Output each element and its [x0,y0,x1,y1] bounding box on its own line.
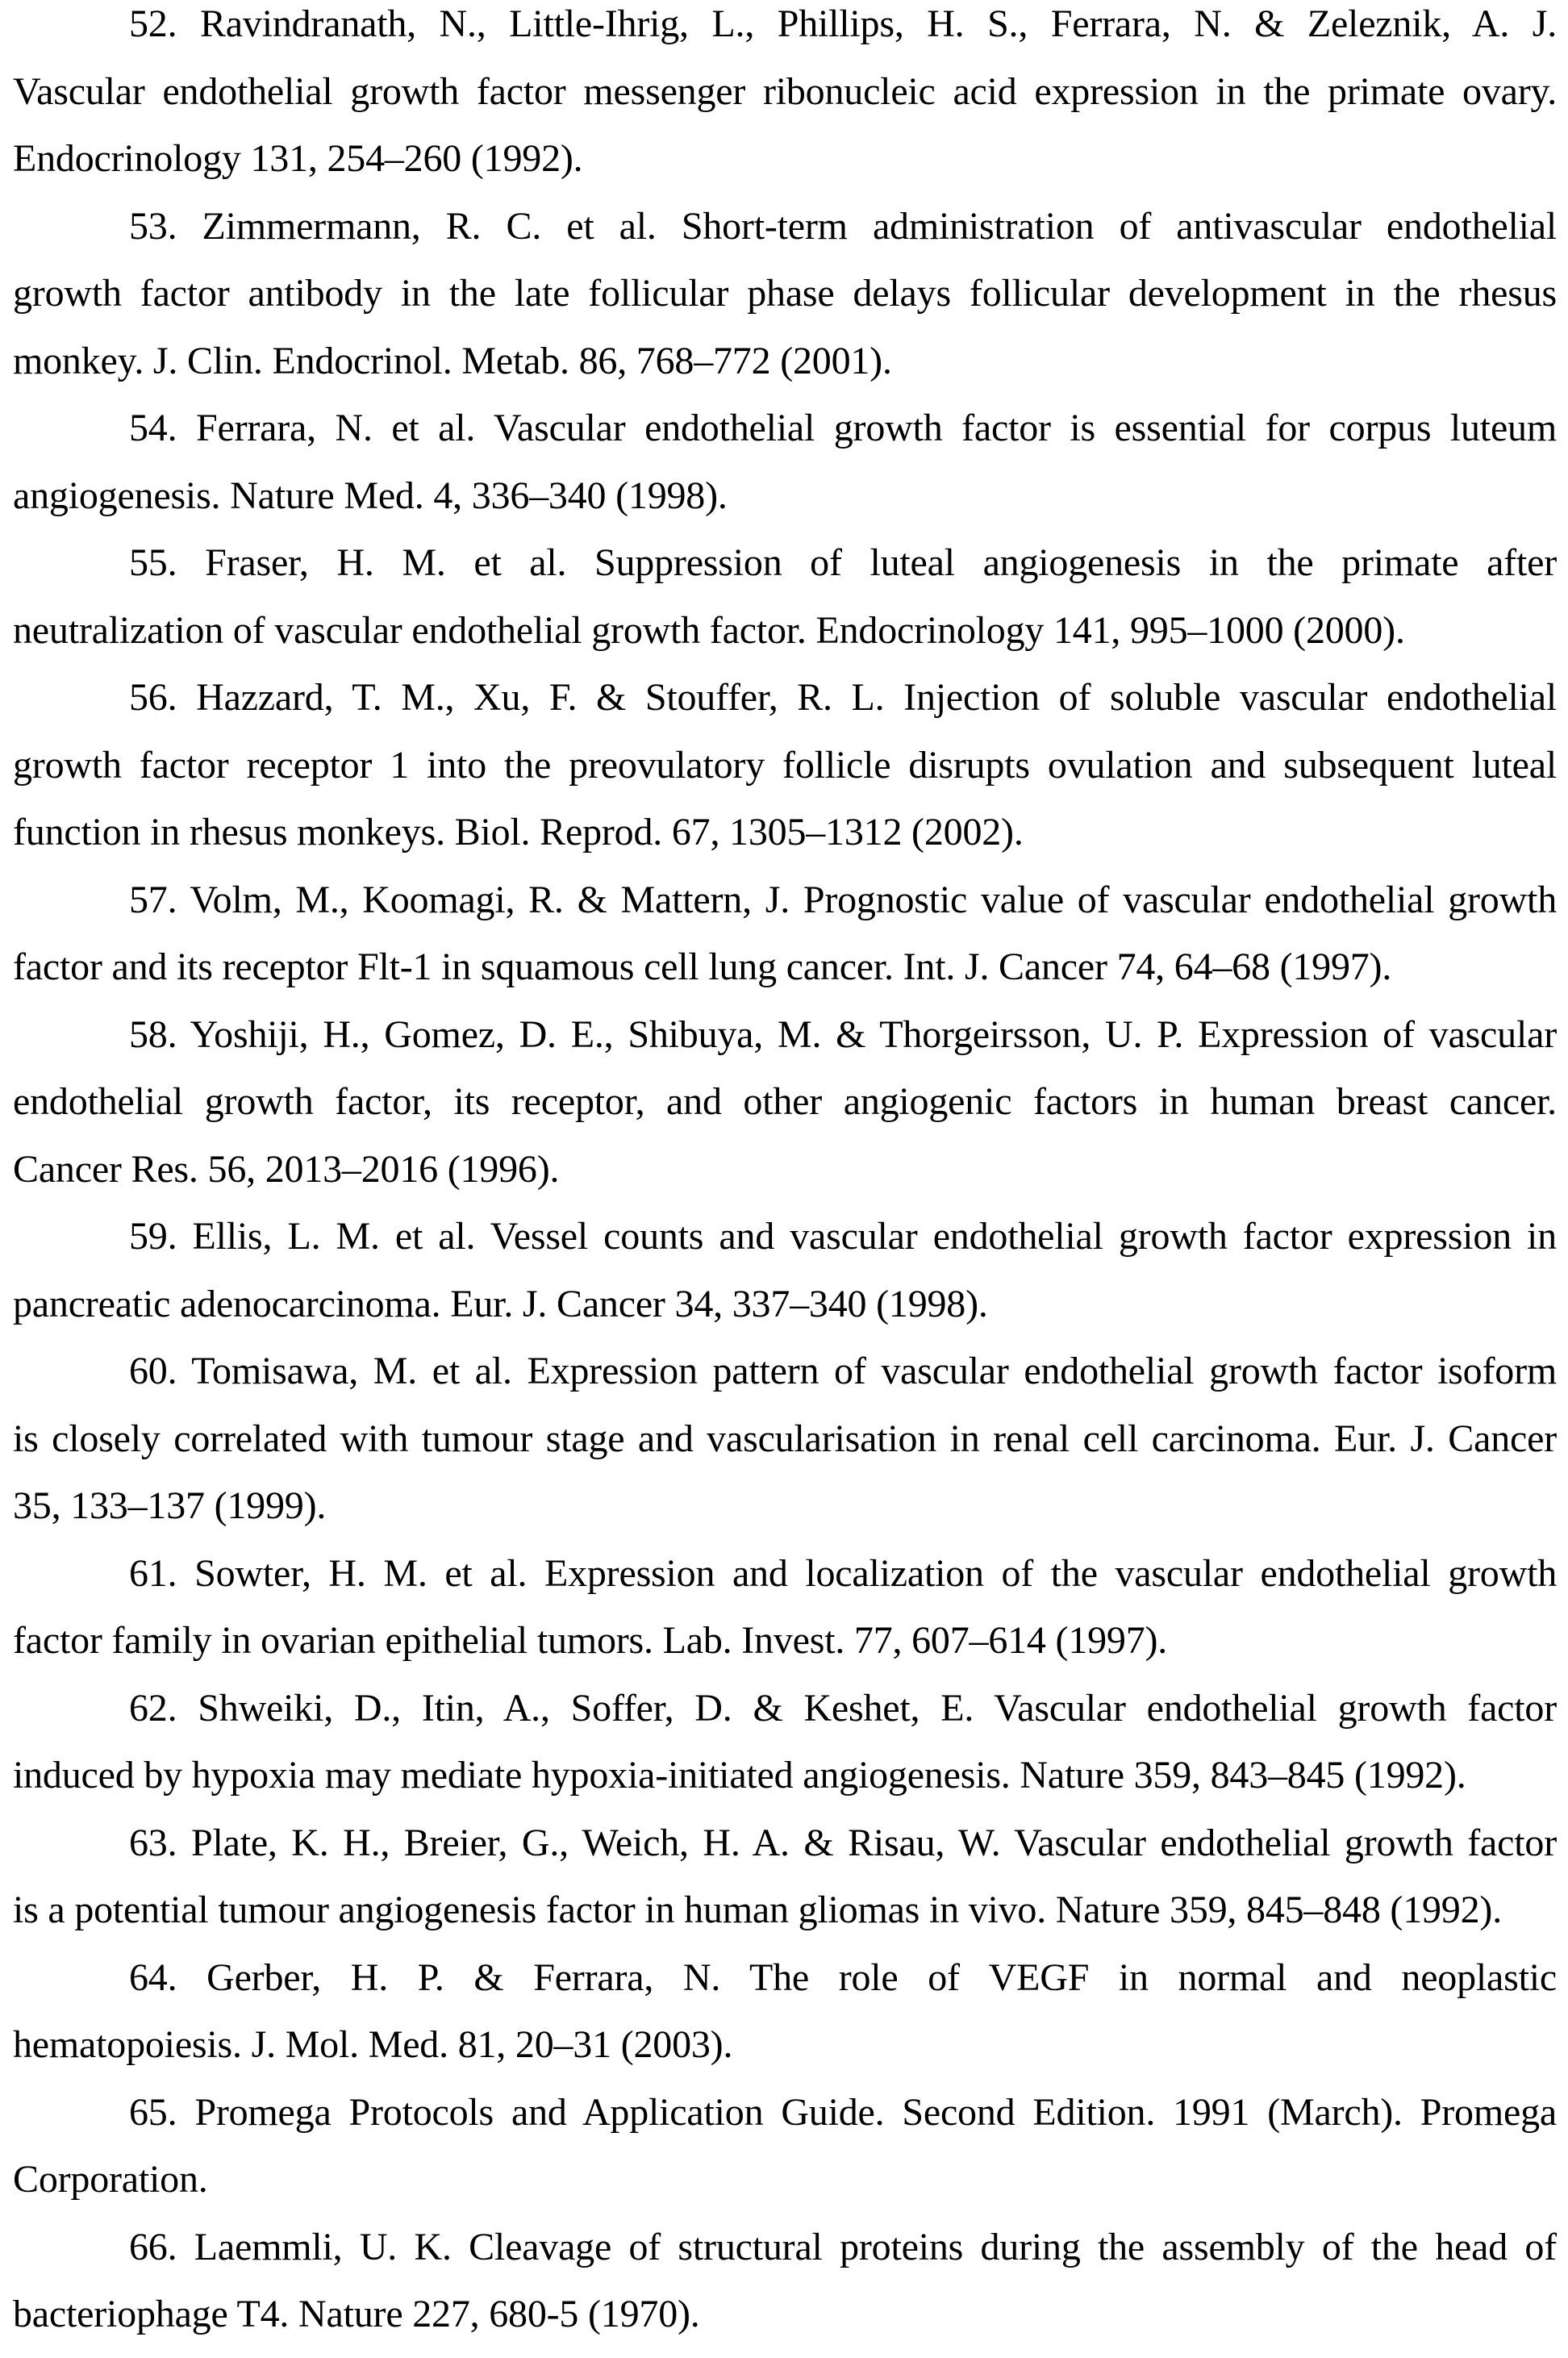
reference-64-line-1: 64. Gerber, H. P. & Ferrara, N. The role of VEGF in normal and neoplastic [129,1955,1557,1999]
reference-65-line-2: Corporation. [13,2158,208,2201]
reference-56-line-1: 56. Hazzard, T. M., Xu, F. & Stouffer, R. L. Injection of soluble vascular endothelial [129,676,1557,719]
reference-65-line-1: 65. Promega Protocols and Application Guide. Second Edition. 1991 (March). Promega [129,2090,1557,2134]
reference-60 [13,1338,1557,1540]
reference-58-line-3: Cancer Res. 56, 2013–2016 (1996). [13,1147,560,1191]
reference-54-line-1: 54. Ferrara, N. et al. Vascular endothelial growth factor is essential for corpus luteum [129,407,1557,449]
reference-59-line-1: 59. Ellis, L. M. et al. Vessel counts and vascular endothelial growth factor expression in [129,1215,1557,1258]
reference-59 [13,1203,1557,1338]
reference-57 [13,866,1557,1001]
reference-55-line-2: neutralization of vascular endothelial growth factor. Endocrinology 141, 995–1000 (2000). [13,608,1405,652]
reference-52-line-1: 52. Ravindranath, N., Little-Ihrig, L., Phillips, H. S., Ferrara, N. & Zeleznik, A. J. [129,2,1557,45]
reference-61-line-1: 61. Sowter, H. M. et al. Expression and localization of the vascular endothelial growth [129,1551,1557,1595]
reference-59-line-2: pancreatic adenocarcinoma. Eur. J. Cancer 34, 337–340 (1998). [13,1282,988,1325]
reference-53-line-2: growth factor antibody in the late follicular phase delays follicular development in the rhesus [13,272,1557,315]
reference-62 [13,1675,1557,1809]
reference-62-line-2: induced by hypoxia may mediate hypoxia-initiated angiogenesis. Nature 359, 843–845 (1992). [13,1754,1466,1797]
reference-66-line-2: bacteriophage T4. Nature 227, 680-5 (1970). [13,2293,700,2335]
reference-61 [13,1540,1557,1675]
reference-52-line-3: Endocrinology 131, 254–260 (1992). [13,137,583,180]
reference-58-line-1: 58. Yoshiji, H., Gomez, D. E., Shibuya, M. & Thorgeirsson, U. P. Expression of vascular [129,1012,1557,1056]
reference-64 [13,1944,1557,2079]
reference-62-line-1: 62. Shweiki, D., Itin, A., Soffer, D. & Keshet, E. Vascular endothelial growth factor [129,1686,1557,1730]
reference-54-line-2: angiogenesis. Nature Med. 4, 336–340 (1998). [13,474,728,517]
reference-53-line-3: monkey. J. Clin. Endocrinol. Metab. 86, 768–772 (2001). [13,339,892,382]
reference-60-line-3: 35, 133–137 (1999). [13,1484,327,1527]
reference-52 [13,0,1557,193]
reference-52-line-2: Vascular endothelial growth factor messenger ribonucleic acid expression in the primate ovary. [13,69,1557,113]
reference-63-line-2: is a potential tumour angiogenesis factor in human gliomas in vivo. Nature 359, 845–848 (1992). [13,1888,1502,1931]
reference-60-line-2: is closely correlated with tumour stage and vascularisation in renal cell carcinoma. Eur. J. Cancer [13,1417,1557,1460]
reference-63 [13,1809,1557,1944]
reference-58 [13,1001,1557,1204]
reference-66-line-1: 66. Laemmli, U. K. Cleavage of structural proteins during the assembly of the head of [129,2225,1557,2268]
reference-57-line-1: 57. Volm, M., Koomagi, R. & Mattern, J. Prognostic value of vascular endothelial growth [129,878,1557,921]
reference-61-line-2: factor family in ovarian epithelial tumors. Lab. Invest. 77, 607–614 (1997). [13,1619,1168,1662]
reference-53 [13,193,1557,395]
reference-55-line-1: 55. Fraser, H. M. et al. Suppression of luteal angiogenesis in the primate after [129,541,1557,584]
reference-56-line-3: function in rhesus monkeys. Biol. Reprod. 67, 1305–1312 (2002). [13,811,1024,853]
reference-58-line-2: endothelial growth factor, its receptor, and other angiogenic factors in human breast cancer. [13,1080,1557,1123]
reference-66 [13,2214,1557,2348]
reference-55 [13,529,1557,664]
reference-54 [13,394,1557,529]
reference-57-line-2: factor and its receptor Flt-1 in squamous cell lung cancer. Int. J. Cancer 74, 64–68 (1997). [13,945,1392,988]
reference-64-line-2: hematopoiesis. J. Mol. Med. 81, 20–31 (2003). [13,2023,733,2066]
reference-list [13,0,1557,2348]
reference-65 [13,2079,1557,2214]
reference-60-line-1: 60. Tomisawa, M. et al. Expression pattern of vascular endothelial growth factor isoform [129,1350,1557,1392]
reference-56 [13,664,1557,866]
reference-53-line-1: 53. Zimmermann, R. C. et al. Short-term administration of antivascular endothelial [129,204,1557,248]
reference-63-line-1: 63. Plate, K. H., Breier, G., Weich, H. A. & Risau, W. Vascular endothelial growth factor [129,1821,1557,1864]
reference-56-line-2: growth factor receptor 1 into the preovulatory follicle disrupts ovulation and subsequent luteal [13,743,1557,787]
